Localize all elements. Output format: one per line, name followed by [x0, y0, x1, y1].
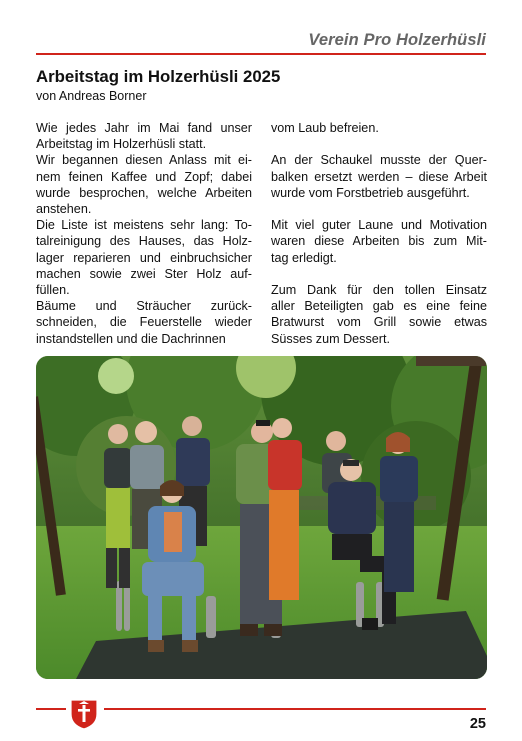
- municipal-crest-icon: [69, 698, 99, 730]
- body-text-line: lager reparieren und einbruchsicher: [36, 250, 252, 265]
- body-text-line: Mit viel guter Laune und Motivation: [271, 218, 487, 233]
- body-text-line: Zum Dank für den tollen Einsatz: [271, 282, 487, 297]
- body-text-line: aller Beteiligten gab es eine feine: [271, 299, 487, 314]
- body-text-line: Süsses zum Dessert.: [271, 331, 390, 346]
- paragraph-gap: [271, 266, 487, 282]
- body-text-line: füllen.: [36, 283, 70, 298]
- article-title: Arbeitstag im Holzerhüsli 2025: [36, 67, 281, 86]
- body-text-line: wurde besprochen, welche Arbeiten: [36, 185, 252, 200]
- running-header-title: Verein Pro Holzerhüsli: [308, 31, 486, 49]
- body-text-line: wurde vom Forstbetrieb ausgeführt.: [271, 185, 470, 200]
- body-text-line: Wir begannen diesen Anlass mit ei-: [36, 153, 252, 168]
- body-text-line: balken ersetzt werden – diese Arbeit: [271, 169, 487, 184]
- body-text-line: anstehen.: [36, 202, 92, 217]
- body-text-line: Bratwurst vom Grill sowie etwas: [271, 315, 487, 330]
- body-text-line: tag erledigt.: [271, 250, 337, 265]
- article-byline: von Andreas Borner: [36, 89, 147, 103]
- body-text-line: Arbeitstag im Holzerhüsli statt.: [36, 137, 207, 152]
- body-text-line: An der Schaukel musste der Quer-: [271, 153, 487, 168]
- header-rule: [36, 53, 486, 55]
- body-text-line: schneiden, die Feuerstelle wieder: [36, 315, 252, 330]
- body-text-line: nem feinen Kaffee und Zopf; dabei: [36, 169, 252, 184]
- group-photo-illustration: [36, 356, 487, 679]
- footer-rule-right: [104, 708, 486, 710]
- article-column-left: [36, 120, 252, 347]
- body-text-line: talreinigung des Hauses, das Holz-: [36, 234, 252, 249]
- body-text-line: Bäume und Sträucher zurück-: [36, 299, 252, 314]
- page-number: 25: [469, 716, 486, 732]
- group-photo: [36, 356, 487, 679]
- body-text-line: instandstellen und die Dachrinnen: [36, 331, 226, 346]
- body-text-line: waren diese Arbeiten bis zum Mit-: [271, 234, 487, 249]
- body-text-line: vom Laub befreien.: [271, 121, 379, 135]
- footer-rule-left: [36, 708, 66, 710]
- body-text-line: Wie jedes Jahr im Mai fand unser: [36, 121, 252, 135]
- body-text-line: Die Liste ist meistens sehr lang: To-: [36, 218, 252, 233]
- paragraph-gap: [271, 136, 487, 152]
- article-column-right: [271, 120, 487, 347]
- paragraph-gap: [271, 201, 487, 217]
- body-text-line: machen sowie zwei Ster Holz auf-: [36, 266, 252, 281]
